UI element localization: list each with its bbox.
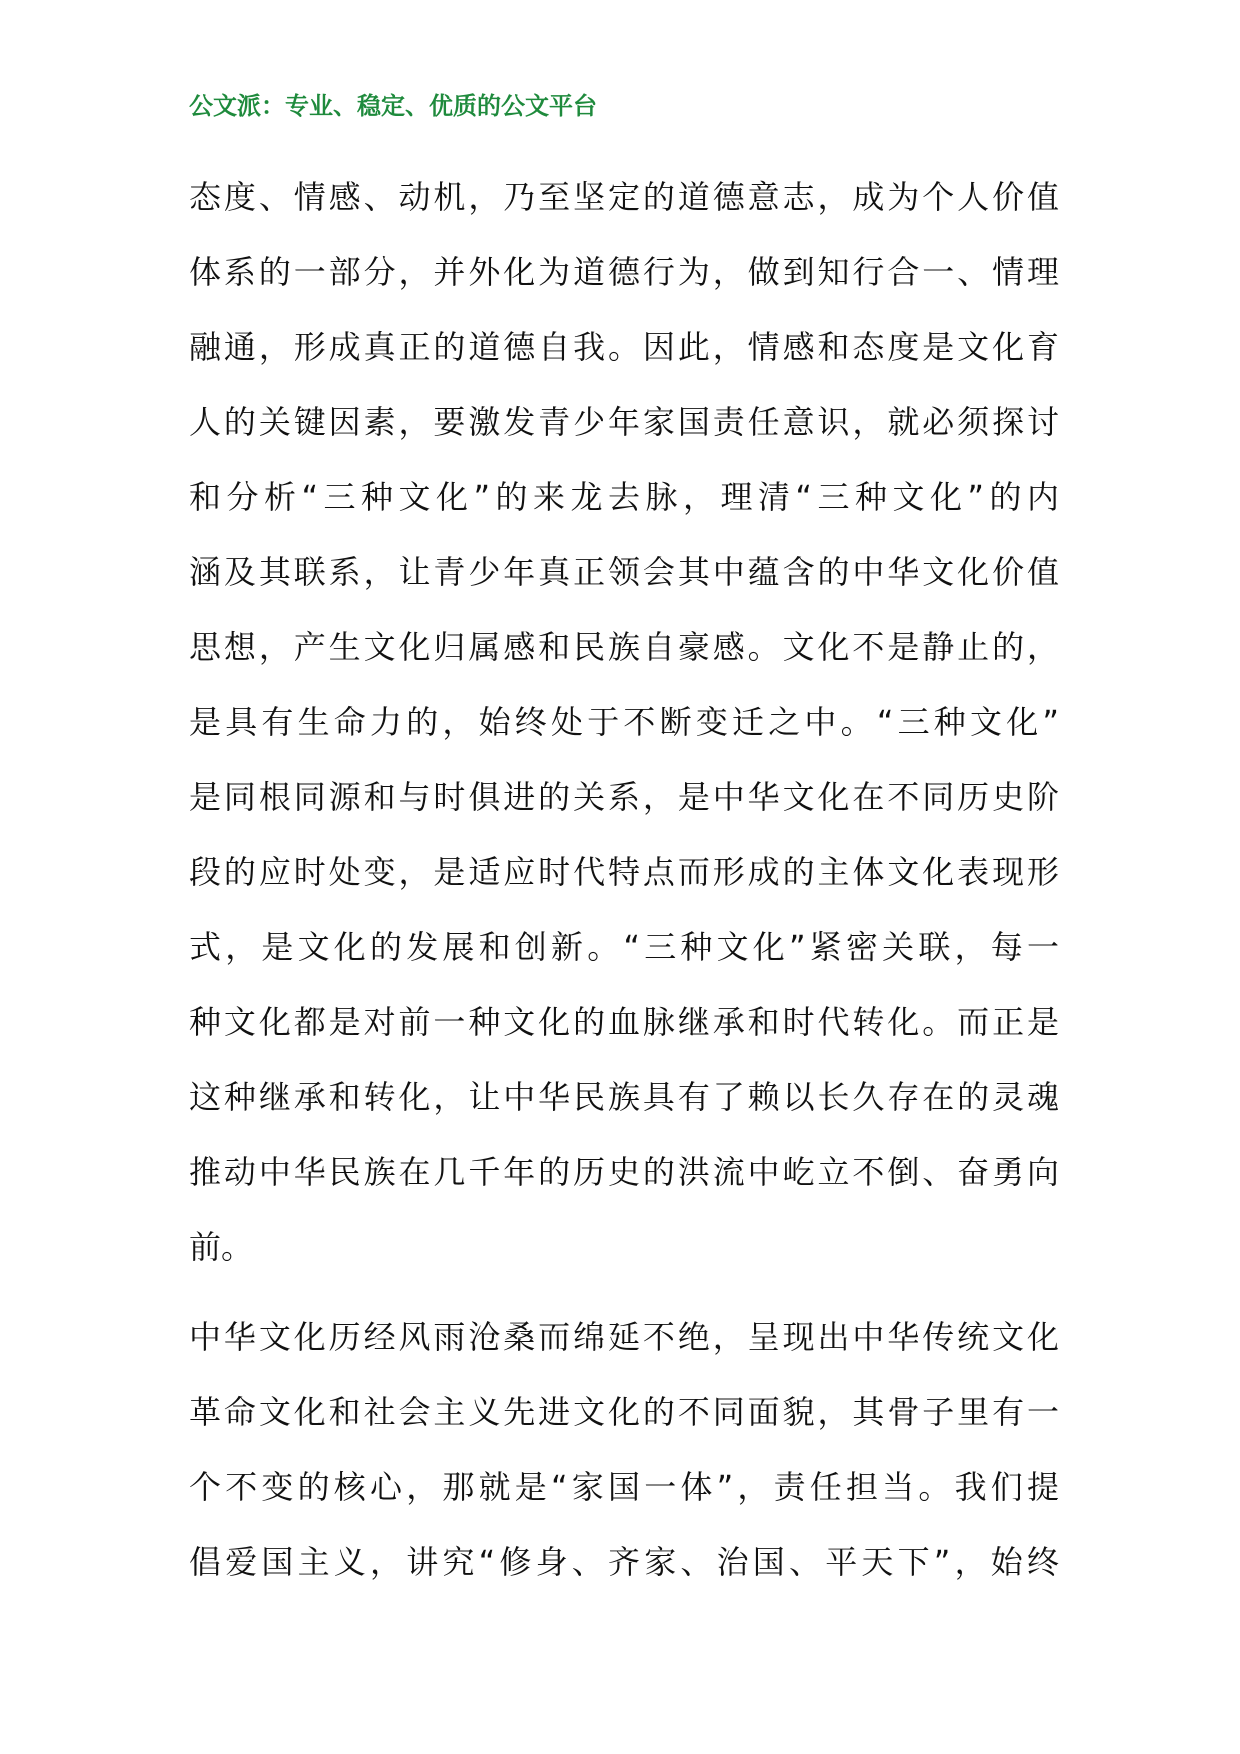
text-line: 人的关键因素，要激发青少年家国责任意识，就必须探讨 — [189, 403, 1059, 441]
text-line: 式，是文化的发展和创新。“三种文化”紧密关联，每一 — [189, 928, 1059, 966]
text-line: 融通，形成真正的道德自我。因此，情感和态度是文化育 — [189, 328, 1059, 366]
text-line: 个不变的核心，那就是“家国一体”，责任担当。我们提 — [189, 1468, 1059, 1506]
text-line: 涵及其联系，让青少年真正领会其中蕴含的中华文化价值 — [189, 553, 1059, 591]
text-line: 前。 — [189, 1228, 254, 1266]
text-line: 种文化都是对前一种文化的血脉继承和时代转化。而正是 — [189, 1003, 1059, 1041]
text-line: 段的应时处变，是适应时代特点而形成的主体文化表现形 — [189, 853, 1059, 891]
text-line: 是同根同源和与时俱进的关系，是中华文化在不同历史阶 — [189, 778, 1059, 816]
text-line: 是具有生命力的，始终处于不断变迁之中。“三种文化” — [189, 703, 1059, 741]
text-line: 态度、情感、动机，乃至坚定的道德意志，成为个人价值 — [189, 178, 1059, 216]
text-line: 推动中华民族在几千年的历史的洪流中屹立不倒、奋勇向 — [189, 1153, 1059, 1191]
paragraph-1 — [189, 160, 1059, 1285]
text-line: 中华文化历经风雨沧桑而绵延不绝，呈现出中华传统文化 — [189, 1318, 1059, 1356]
text-line: 这种继承和转化，让中华民族具有了赖以长久存在的灵魂 — [189, 1078, 1059, 1116]
text-line: 革命文化和社会主义先进文化的不同面貌，其骨子里有一 — [189, 1393, 1059, 1431]
text-line: 倡爱国主义，讲究“修身、齐家、治国、平天下”，始终 — [189, 1543, 1059, 1581]
text-line: 和分析“三种文化”的来龙去脉，理清“三种文化”的内 — [189, 478, 1059, 516]
text-line: 体系的一部分，并外化为道德行为，做到知行合一、情理 — [189, 253, 1059, 291]
text-line: 思想，产生文化归属感和民族自豪感。文化不是静止的， — [189, 628, 1059, 666]
paragraph-2 — [189, 1300, 1059, 1600]
site-header: 公文派：专业、稳定、优质的公文平台 — [189, 92, 597, 120]
